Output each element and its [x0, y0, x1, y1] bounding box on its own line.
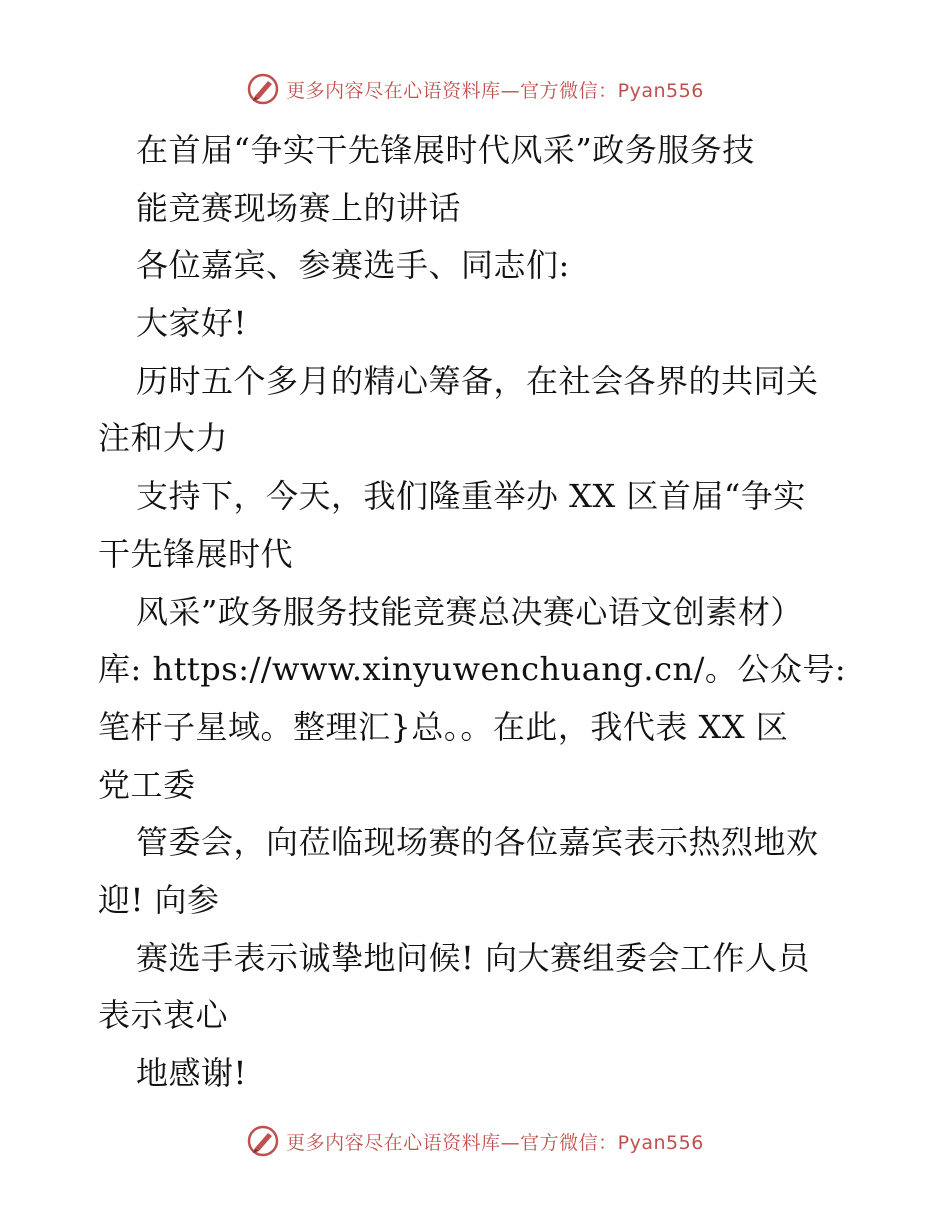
text-line: 迎! 向参: [98, 880, 220, 919]
watermark-text: 更多内容尽在心语资料库—官方微信：Pyan556: [286, 1131, 704, 1154]
document-body: [98, 122, 858, 1103]
text-line: 大家好!: [136, 304, 247, 343]
text-line: 表示衷心: [98, 996, 229, 1035]
text-line: 支持下，今天，我们隆重举办 XX 区首届“争实: [136, 477, 806, 516]
text-line: 历时五个多月的精心筹备，在社会各界的共同关: [136, 361, 819, 400]
text-line: 库: https://www.xinyuwenchuang.cn/。公众号:: [98, 650, 847, 689]
text-line: 管委会，向莅临现场赛的各位嘉宾表示热烈地欢: [136, 823, 819, 862]
text-line: 能竞赛现场赛上的讲话: [136, 188, 462, 227]
text-line: 地感谢!: [136, 1054, 247, 1092]
text-line: 赛选手表示诚挚地问候! 向大赛组委会工作人员: [136, 938, 811, 977]
text-line: 在首届“争实干先锋展时代风采”政务服务技: [136, 131, 755, 169]
pen-logo-icon: [246, 72, 280, 106]
text-line: 党工委: [98, 765, 196, 804]
text-line: 风采”政务服务技能竞赛总决赛心语文创素材）: [136, 592, 803, 631]
text-line: 各位嘉宾、参赛选手、同志们:: [136, 246, 570, 285]
footer-watermark: [0, 1124, 950, 1158]
text-line: 注和大力: [98, 419, 229, 458]
header-watermark: [0, 72, 950, 106]
text-line: 笔杆子星域。整理汇}总。。在此，我代表 XX 区: [98, 707, 789, 746]
pen-logo-icon: [246, 1124, 280, 1158]
text-line: 干先锋展时代: [98, 534, 294, 573]
watermark-text: 更多内容尽在心语资料库—官方微信：Pyan556: [286, 79, 704, 102]
